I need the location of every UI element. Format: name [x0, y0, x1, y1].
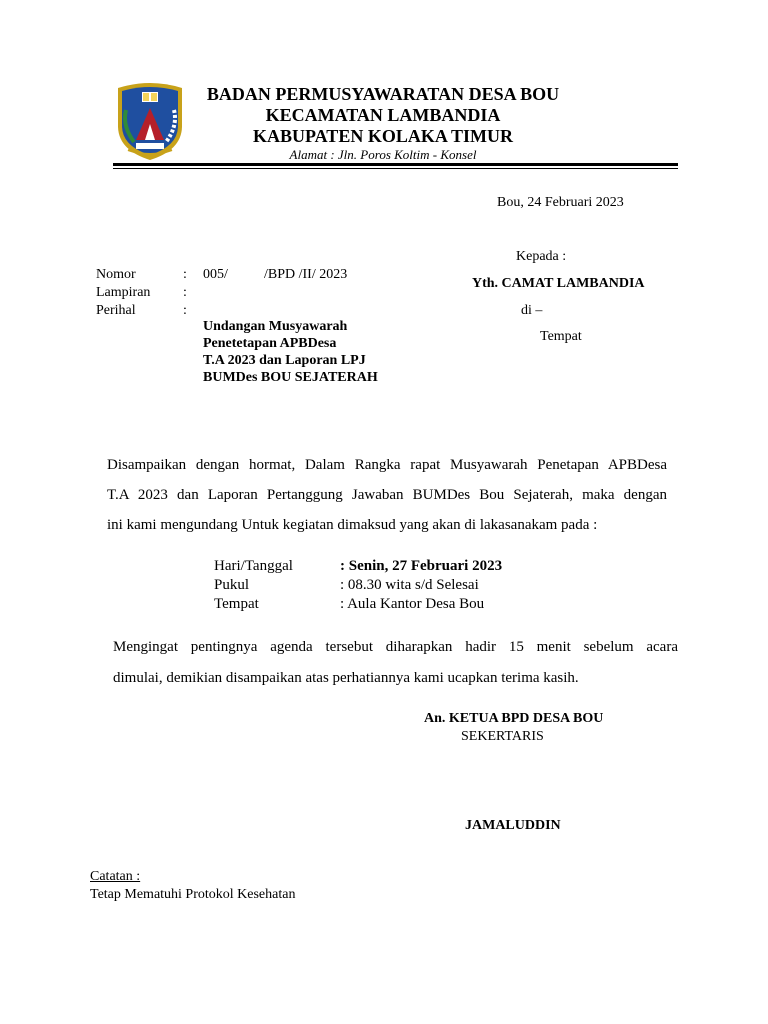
signature-name: JAMALUDDIN	[465, 818, 561, 833]
nomor-colon: :	[183, 267, 187, 282]
nomor-value-suffix: /BPD /II/ 2023	[264, 267, 348, 282]
letter-date: Bou, 24 Februari 2023	[497, 195, 624, 210]
lampiran-colon: :	[183, 285, 187, 300]
note-label: Catatan :	[90, 869, 141, 884]
signature-role: SEKERTARIS	[461, 729, 544, 744]
perihal-line-4: BUMDes BOU SEJATERAH	[203, 370, 378, 385]
perihal-line-2: Penetetapan APBDesa	[203, 336, 337, 351]
nomor-label: Nomor	[96, 267, 136, 282]
letterhead-line1: BADAN PERMUSYAWARATAN DESA BOU	[206, 84, 560, 104]
lampiran-label: Lampiran	[96, 285, 151, 300]
closing-line-1: Mengingat pentingnya agenda tersebut diharapkan hadir 15 menit sebelum acara	[113, 639, 678, 655]
body-line-2: T.A 2023 dan Laporan Pertanggung Jawaban BUMDes Bou Sejaterah, maka dengan	[107, 487, 667, 503]
kolaka-timur-emblem-logo	[112, 80, 188, 162]
closing-line-2: dimulai, demikian disampaikan atas perhatiannya kami ucapkan terima kasih.	[113, 670, 579, 686]
signature-title: An. KETUA BPD DESA BOU	[424, 711, 604, 726]
recipient-tempat: Tempat	[540, 329, 582, 344]
closing-paragraph	[113, 632, 678, 694]
perihal-line-1: Undangan Musyawarah	[203, 319, 348, 334]
body-line-1: Disampaikan dengan hormat, Dalam Rangka rapat Musyawarah Penetapan APBDesa	[107, 457, 667, 473]
schedule-label-place: Tempat	[214, 596, 259, 612]
perihal-line-3: T.A 2023 dan Laporan LPJ	[203, 353, 366, 368]
schedule-label-day: Hari/Tanggal	[214, 558, 293, 574]
body-line-3: ini kami mengundang Untuk kegiatan dimaksud yang akan di lakasanakam pada :	[107, 517, 598, 533]
nomor-value-prefix: 005/	[203, 267, 228, 282]
schedule-value-place: : Aula Kantor Desa Bou	[340, 596, 485, 612]
letterhead-line2: KECAMATAN LAMBANDIA	[265, 105, 501, 125]
perihal-colon: :	[183, 303, 187, 318]
perihal-label: Perihal	[96, 303, 136, 318]
recipient-yth: Yth. CAMAT LAMBANDIA	[472, 276, 645, 291]
letterhead-divider-thin	[113, 168, 678, 169]
body-paragraph	[107, 450, 667, 540]
note-text: Tetap Mematuhi Protokol Kesehatan	[90, 887, 296, 902]
recipient-kepada: Kepada :	[516, 249, 567, 264]
letterhead-address: Alamat : Jln. Poros Koltim - Konsel	[289, 147, 477, 162]
schedule-value-day: : Senin, 27 Februari 2023	[340, 558, 503, 574]
letterhead-line3: KABUPATEN KOLAKA TIMUR	[252, 126, 514, 146]
schedule-label-time: Pukul	[214, 577, 250, 593]
schedule-value-time: : 08.30 wita s/d Selesai	[340, 577, 479, 593]
recipient-di: di –	[521, 303, 543, 318]
letterhead-divider-thick	[113, 163, 678, 166]
